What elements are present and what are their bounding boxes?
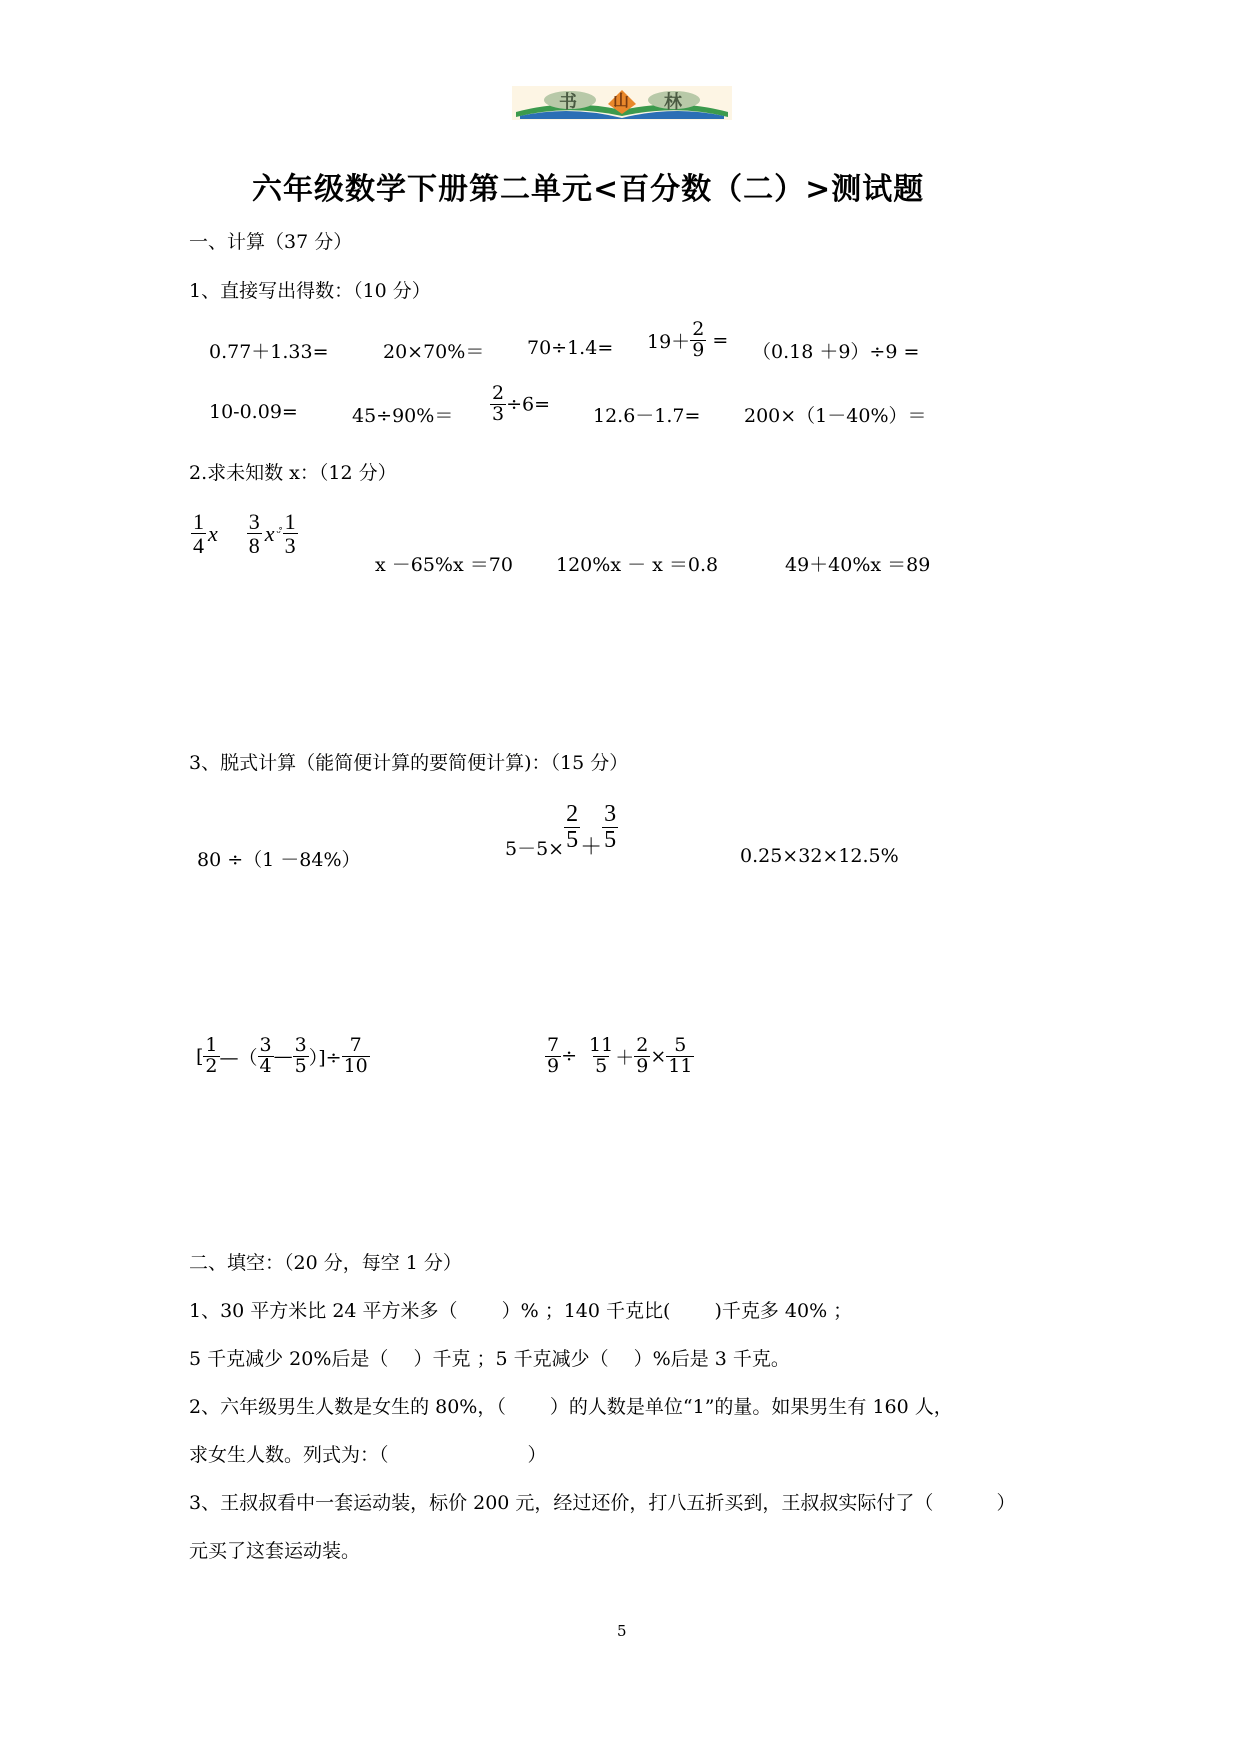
q2-eq4: 49＋40%x ＝89	[785, 554, 931, 576]
variable-x: x	[264, 520, 275, 546]
s2-line3: 2、六年级男生人数是女生的 80%，（ ）的人数是单位“1”的量。如果男生有 160 人，	[189, 1396, 953, 1418]
q1-r1-item4-post: =	[712, 329, 729, 352]
q2-eq3: 120%x － x ＝0.8	[556, 554, 719, 576]
q1-r2-item5: 200×（1－40%）＝	[744, 405, 927, 427]
q1-r1-item3: 70÷1.4=	[527, 337, 614, 359]
logo	[512, 86, 732, 120]
fraction: $\frac{2}{9}$	[636, 1034, 649, 1077]
s2-line1: 1、30 平方米比 24 平方米多（ ）% ；140 千克比( )千克多 40% ；	[189, 1300, 853, 1322]
q1-label: 1、直接写出得数：（10 分）	[189, 280, 431, 302]
s2-line5: 3、王叔叔看中一套运动装，标价 200 元，经过还价，打八五折买到，王叔叔实际付了（ ）	[189, 1492, 1016, 1514]
s2-line4: 求女生人数。列式为：（ ）	[189, 1444, 547, 1466]
q1-r2-item3	[490, 384, 550, 425]
q1-r1-item2: 20×70%＝	[383, 341, 485, 363]
fraction: $\frac{7}{10}$	[343, 1034, 368, 1077]
fraction: $\frac{11}{5}$	[589, 1034, 614, 1077]
logo-mid-char: 山	[613, 91, 630, 110]
fraction: $\frac{5}{11}$	[668, 1034, 693, 1077]
fraction: $\frac{2}{3}$	[492, 382, 505, 425]
q3-expr4: [ $\frac{1}{2}$ —（ $\frac{3}{4}$ — $\frac{3}{5}$ ）]÷ $\frac{7}{10}$	[196, 1034, 368, 1077]
section1-heading: 一、计算（37 分）	[189, 231, 353, 253]
s2-line2: 5 千克减少 20%后是（ ）千克 ；5 千克减少（ ）%后是 3 千克。	[189, 1348, 790, 1370]
q3-expr1: 80 ÷（1 －84%）	[197, 849, 361, 871]
fraction: $\frac{1}{2}$	[205, 1034, 218, 1077]
page-title: 六年级数学下册第二单元<百分数（二）>测试题	[252, 172, 925, 207]
fraction: $\frac{3}{5}$	[604, 801, 617, 854]
q2-eq1	[191, 510, 298, 557]
fraction: $\frac{2}{5}$	[566, 801, 579, 854]
logo-right-char: 林	[664, 92, 682, 113]
fraction: $\frac{1}{4}$	[193, 509, 204, 559]
q1-r2-item4: 12.6－1.7=	[593, 405, 701, 427]
q3-label: 3、脱式计算（能简便计算的要简便计算)：（15 分）	[189, 752, 629, 774]
fraction: $\frac{3}{4}$	[259, 1034, 272, 1077]
q1-r1-item5: （0.18 ＋9）÷9 =	[752, 341, 920, 363]
q3-expr3: 0.25×32×12.5%	[740, 845, 899, 867]
fraction: $\frac{3}{5}$	[294, 1034, 307, 1077]
q1-r1-item4-pre: 19＋	[647, 330, 691, 353]
variable-x: x	[208, 520, 218, 546]
s2-line6: 元买了这套运动装。	[189, 1540, 361, 1562]
q1-r2-item2: 45÷90%＝	[352, 405, 454, 427]
fraction: $\frac{3}{8}$	[248, 509, 260, 559]
q1-r1-item4	[647, 320, 728, 361]
q3-expr2: 5－5× $\frac{2}{5}$ ＋ $\frac{3}{5}$	[505, 801, 617, 861]
q3-expr5: $\frac{7}{9}$ ÷ $\frac{11}{5}$ ＋ $\frac{2}{9}$ × $\frac{5}{11}$	[547, 1034, 693, 1077]
q1-r1-item1: 0.77＋1.33=	[209, 341, 329, 363]
q2-eq2: x －65%x ＝70	[375, 554, 513, 576]
section2-heading: 二、填空：（20 分，每空 1 分）	[189, 1252, 462, 1274]
q2-label: 2.求未知数 x：（12 分）	[189, 462, 397, 484]
q1-r2-item1: 10-0.09=	[209, 401, 298, 423]
page-number: 5	[617, 1622, 627, 1640]
fraction: $\frac{7}{9}$	[547, 1034, 560, 1077]
q1-r2-item3-post: ÷6=	[506, 393, 551, 416]
fraction: $\frac{2}{9}$	[692, 318, 705, 361]
garbled-symbol: ᵕ̊	[276, 525, 281, 541]
fraction: $\frac{1}{3}$	[284, 509, 296, 559]
logo-left-char: 书	[559, 92, 577, 113]
